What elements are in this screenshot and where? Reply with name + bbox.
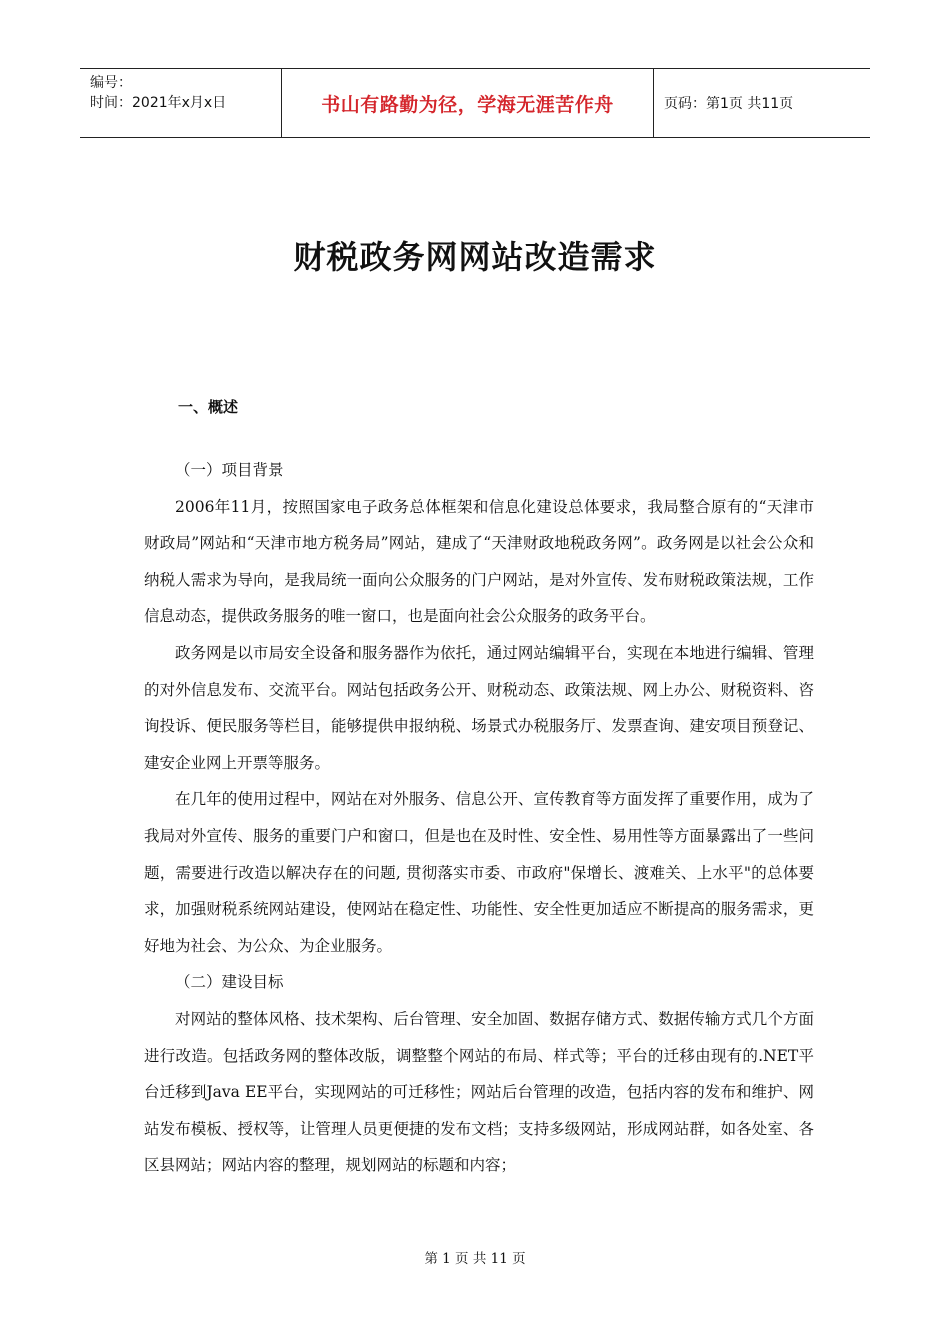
- paragraph: 在几年的使用过程中，网站在对外服务、信息公开、宣传教育等方面发挥了重要作用，成为了我局对外宣传、服务的重要门户和窗口，但是也在及时性、安全性、易用性等方面暴露出了一些问题，需要进行改造以解决存在的问题, 贯彻落实市委、市政府"保增长、渡难关、上水平"的总体要求，加强财税系统网站建设，使网站在稳定性、功能性、安全性更加适应不断提高的服务需求，更好地为社会、为公众、为企业服务。: [144, 790, 814, 955]
- header-page-info: 页码：第1页 共11页: [664, 96, 794, 112]
- document-body: [144, 452, 814, 1184]
- header-table: [80, 68, 870, 138]
- document-number-label: 编号：: [90, 75, 132, 91]
- page-footer: 第 1 页 共 11 页: [424, 1251, 526, 1267]
- paragraph: 对网站的整体风格、技术架构、后台管理、安全加固、数据存储方式、数据传输方式几个方面进行改造。包括政务网的整体改版，调整整个网站的布局、样式等；平台的迁移由现有的.NET平台迁移到Java EE平台，实现网站的可迁移性；网站后台管理的改造，包括内容的发布和维护、网站发布模板、授权等，让管理人员更便捷的发布文档；支持多级网站，形成网站群，如各处室、各区县网站；网站内容的整理，规划网站的标题和内容；: [144, 1009, 814, 1175]
- subheading-background: （一）项目背景: [175, 461, 284, 479]
- paragraph: 2006年11月，按照国家电子政务总体框架和信息化建设总体要求，我局整合原有的“天津市财政局”网站和“天津市地方税务局”网站，建成了“天津财政地税政务网”。政务网是以社会公众和纳税人需求为导向，是我局统一面向公众服务的门户网站，是对外宣传、发布财税政策法规，工作信息动态，提供政务服务的唯一窗口，也是面向社会公众服务的政务平台。: [144, 497, 814, 626]
- document-date-label: 时间：2021年x月x日: [90, 95, 227, 111]
- paragraph: 政务网是以市局安全设备和服务器作为依托，通过网站编辑平台，实现在本地进行编辑、管理的对外信息发布、交流平台。网站包括政务公开、财税动态、政策法规、网上办公、财税资料、咨询投诉、便民服务等栏目，能够提供申报纳税、场景式办税服务厅、发票查询、建安项目预登记、建安企业网上开票等服务。: [144, 643, 814, 772]
- header-motto: 书山有路勤为径，学海无涯苦作舟: [282, 69, 654, 137]
- subheading-goals: （二）建设目标: [175, 973, 284, 992]
- section-heading-overview: 一、概述: [178, 398, 239, 416]
- header-meta-cell: [80, 69, 282, 137]
- document-title: 财税政务网网站改造需求: [293, 238, 657, 276]
